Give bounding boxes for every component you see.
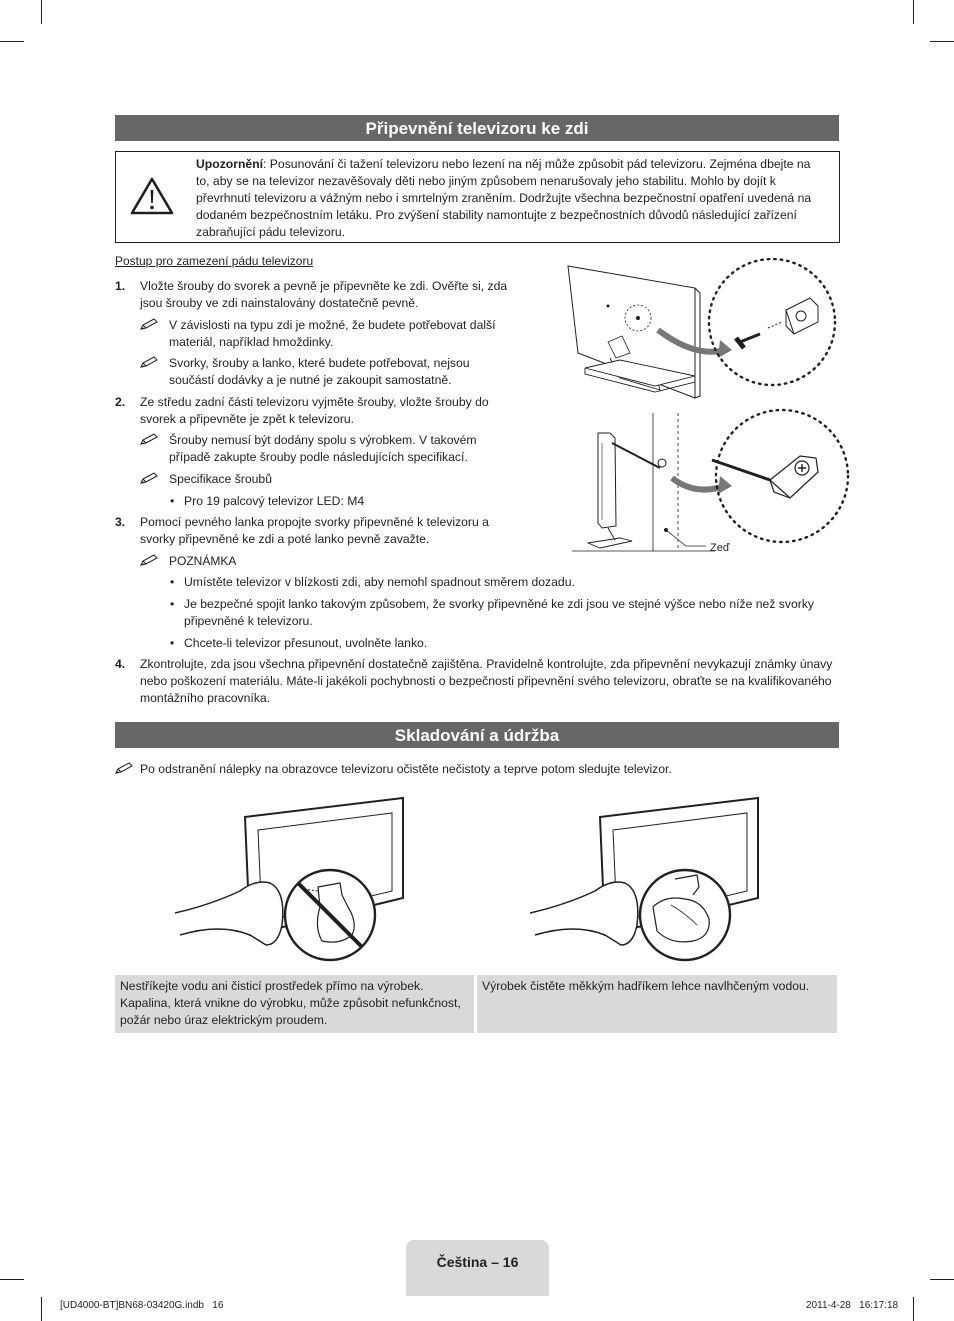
- crop-mark: [913, 0, 914, 24]
- step-number: 4.: [115, 657, 126, 671]
- crop-mark: [0, 1279, 24, 1280]
- caption-soft-cloth-text: Výrobek čistěte měkkým hadříkem lehce navlhčeným vodou.: [482, 979, 810, 993]
- bullet-dot: •: [170, 575, 175, 589]
- note-text: V závislosti na typu zdi je možné, že budete potřebovat další materiál, například hmoždinky.: [169, 318, 496, 349]
- soft-cloth-illustration: [525, 795, 765, 970]
- step-number: 3.: [115, 515, 126, 529]
- note-pencil-icon: [140, 356, 160, 369]
- crop-mark: [930, 1279, 954, 1280]
- footer-language: Čeština: [436, 1254, 488, 1270]
- crop-mark: [0, 41, 24, 42]
- note-pencil-icon: [140, 554, 160, 567]
- step-text: Zkontrolujte, zda jsou všechna připevnění dostatečně zajištěna. Pravidelně kontrolujte, zda připevnění nevykazují známky únavy nebo poškození materiálu. Máte-li jakékoli pochybnosti o bezpečnosti připevnění svého televizoru, obraťte se na kvalifikovaného montážního pracovníka.: [140, 657, 833, 705]
- bullet-text: Chcete-li televizor přesunout, uvolněte lanko.: [184, 636, 428, 650]
- step-number: 2.: [115, 395, 126, 409]
- crop-mark: [41, 0, 42, 24]
- note-text: Specifikace šroubů: [169, 472, 272, 486]
- bullet-dot: •: [170, 494, 175, 508]
- section-title-storage: Skladování a údržba: [115, 722, 839, 748]
- bullet-text: Umístěte televizor v blízkosti zdi, aby nemohl spadnout směrem dozadu.: [184, 575, 575, 589]
- step-text: Ze středu zadní části televizoru vyjměte šrouby, vložte šrouby do svorek a připevněte je zpět k televizoru.: [140, 395, 489, 426]
- note-text: Šrouby nemusí být dodány spolu s výrobkem. V takovém případě zakupte šrouby podle následujících specifikací.: [169, 433, 477, 464]
- note-text: Svorky, šrouby a lanko, které budete potřebovat, nejsou součástí dodávky a je nutné je zakoupit samostatně.: [169, 356, 470, 387]
- crop-mark: [930, 41, 954, 42]
- note-pencil-icon: [115, 762, 135, 775]
- slug-file: [UD4000-BT]BN68-03420G.indb 16: [60, 1300, 224, 1311]
- step-text: Pomocí pevného lanka propojte svorky připevněné k televizoru a svorky připevněné ke zdi a poté lanko pevně zavažte.: [140, 515, 489, 546]
- section-title-wall-mount: Připevnění televizoru ke zdi: [115, 115, 839, 141]
- page-number-tab: [406, 1240, 549, 1296]
- note-heading: POZNÁMKA: [169, 554, 237, 568]
- procedure-heading: Postup pro zamezení pádu televizoru: [115, 254, 314, 268]
- caption-soft-cloth: [477, 975, 837, 1033]
- no-spray-illustration: [170, 795, 410, 970]
- crop-mark: [913, 1297, 914, 1321]
- note-pencil-icon: [140, 318, 160, 331]
- caption-no-spray: [115, 975, 474, 1033]
- step-text: Vložte šrouby do svorek a pevně je připevněte ke zdi. Ověřte si, zda jsou šrouby ve zdi nainstalovány dostatečně pevně.: [140, 279, 508, 310]
- warning-body: : Posunování či tažení televizoru nebo lezení na něj může způsobit pád televizoru. Zejména dbejte na to, aby se na televizor nezavěšovaly děti nebo jiným způsobem nenarušovaly jeho stabilitu. Mohlo by dojít k převrhnutí televizoru a vážným nebo i smrtelným zraněním. Dodržujte všechna bezpečnostní opatření uvedená na dodaném bezpečnostním letáku. Pro zvýšení stability namontujte z bezpečnostních důvodů následující zařízení zabraňující pádu televizoru.: [196, 157, 812, 239]
- warning-triangle-icon: [130, 176, 174, 216]
- warning-text: [196, 156, 826, 241]
- caption-no-spray-text: Nestříkejte vodu ani čisticí prostředek přímo na výrobek. Kapalina, která vnikne do výrobku, může způsobit nefunkčnost, požár nebo úraz elektrickým proudem.: [120, 979, 461, 1027]
- slug-date: 2011-4-28 16:17:18: [806, 1300, 899, 1311]
- bullet-text: Pro 19 palcový televizor LED: M4: [184, 494, 365, 508]
- wall-label: Zeď: [710, 542, 730, 554]
- warning-label: Upozornění: [196, 157, 264, 171]
- bullet-dot: •: [170, 597, 175, 611]
- step-number: 1.: [115, 279, 126, 293]
- wall-mount-illustration: [560, 258, 850, 558]
- bullet-dot: •: [170, 636, 175, 650]
- note-pencil-icon: [140, 433, 160, 446]
- storage-note: Po odstranění nálepky na obrazovce televizoru očistěte nečistoty a teprve potom sledujte televizor.: [140, 762, 672, 776]
- bullet-text: Je bezpečné spojit lanko takovým způsobem, že svorky připevněné ke zdi jsou ve stejné výšce nebo níže než svorky připevněné k televizoru.: [184, 597, 815, 628]
- note-pencil-icon: [140, 472, 160, 485]
- warning-box: [115, 151, 840, 243]
- footer-separator: –: [487, 1254, 503, 1270]
- page-number: [406, 1254, 549, 1270]
- footer-page: 16: [502, 1254, 519, 1270]
- crop-mark: [41, 1297, 42, 1321]
